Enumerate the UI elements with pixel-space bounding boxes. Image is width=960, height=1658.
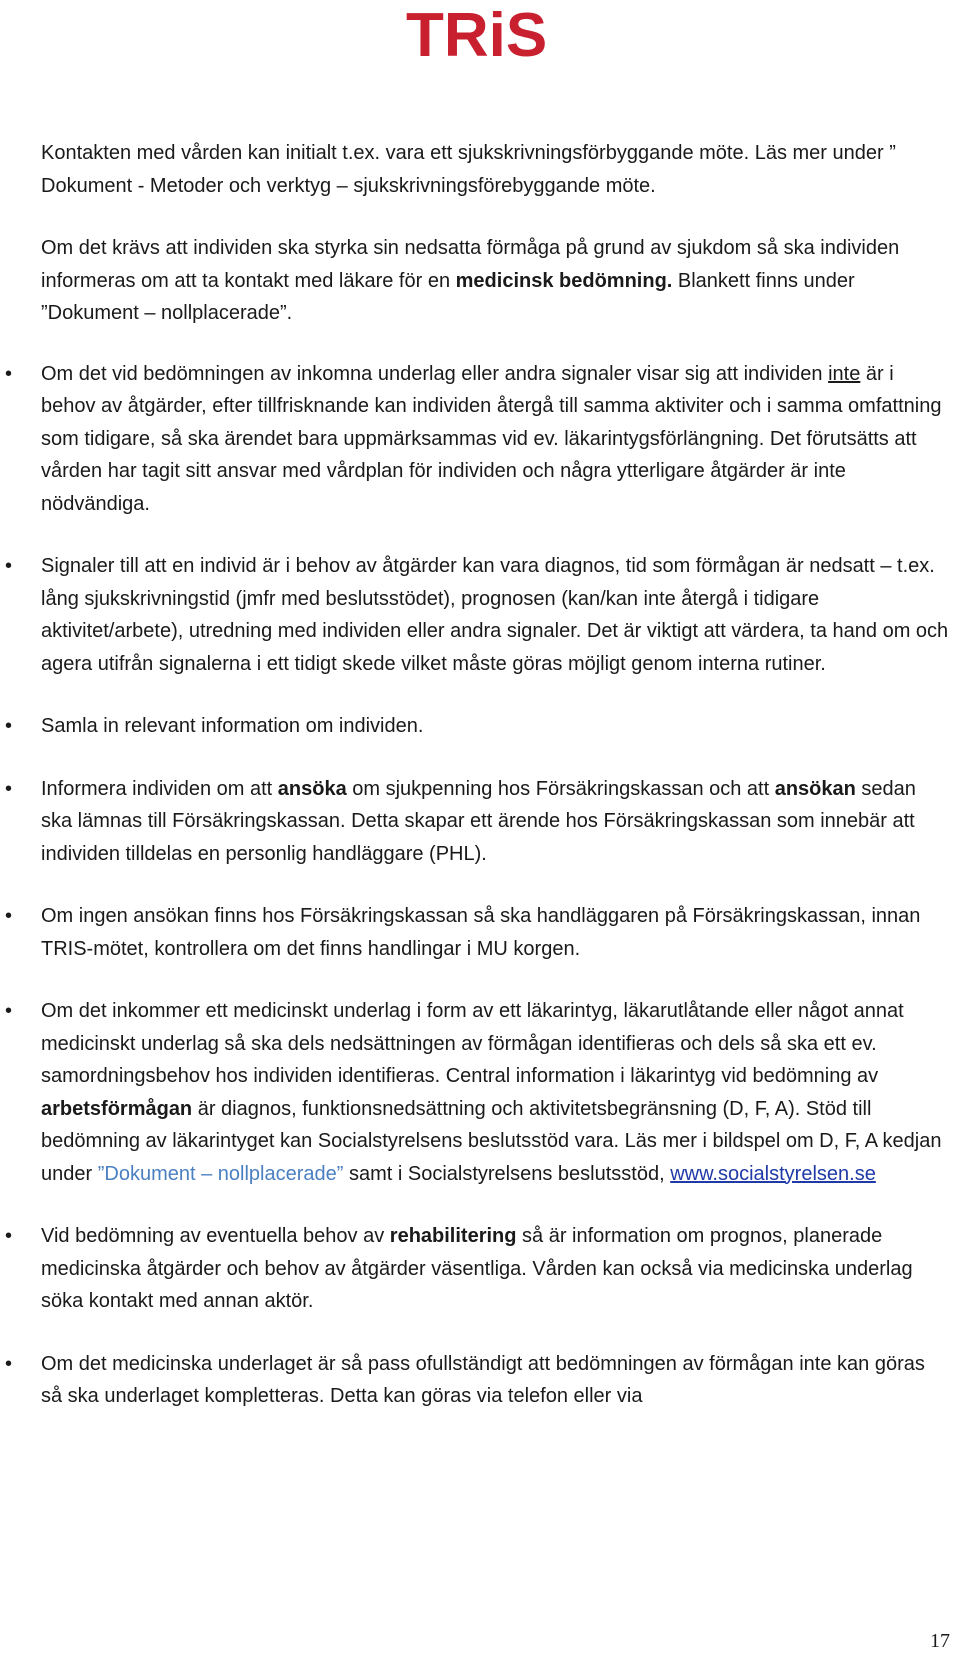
tris-logo-mark xyxy=(400,0,560,68)
bullet-list xyxy=(41,358,951,1413)
list-item: • Om ingen ansökan finns hos Försäkringskassan så ska handläggaren på Försäkringskassan, innan TRIS-mötet, kontrollera om det finns handlingar i MU korgen. xyxy=(41,900,951,965)
socialstyrelsen-link[interactable]: www.socialstyrelsen.se xyxy=(670,1162,876,1185)
page-number: 17 xyxy=(930,1630,950,1652)
logo-text: TRiS xyxy=(406,1,548,68)
document-body xyxy=(41,137,951,1413)
list-item: • Informera individen om att ansöka om sjukpenning hos Försäkringskassan och att ansökan sedan ska lämnas till Försäkringskassan. Detta skapar ett ärende hos Försäkringskassan som innebär att individen tilldelas en personlig handläggare (PHL). xyxy=(41,773,951,871)
list-item: • Om det vid bedömningen av inkomna underlag eller andra signaler visar sig att individen inte är i behov av åtgärder, efter tillfrisknande kan individen återgå till samma aktiviter och i samma omfattning som tidigare, så ska ärendet bara uppmärksammas vid ev. läkarintygsförlängning. Det förutsätts att vården har tagit sitt ansvar med vårdplan för individen och några ytterligare åtgärder är inte nödvändiga. xyxy=(41,358,951,521)
list-item: • Om det inkommer ett medicinskt underlag i form av ett läkarintyg, läkarutlåtande eller något annat medicinskt underlag så ska dels nedsättningen av förmågan identifieras och dels så ska ett ev. samordningsbehov hos individen identifieras. Central information i läkarintyg vid bedömning av arbetsförmågan är diagnos, funktionsnedsättning och aktivitetsbegränsning (D, F, A). Stöd till bedömning av läkarintyget kan Socialstyrelsens beslutsstöd vara. Läs mer i bildspel om D, F, A kedjan under ”Dokument – nollplacerade” samt i Socialstyrelsens beslutsstöd, www.socialstyrelsen.se xyxy=(41,995,951,1190)
bold-term: medicinsk bedömning. xyxy=(455,269,673,292)
bold-term: arbetsförmågan xyxy=(41,1097,193,1120)
list-item: • Signaler till att en individ är i behov av åtgärder kan vara diagnos, tid som förmågan är nedsatt – t.ex. lång sjukskrivningstid (jmfr med beslutsstödet), prognosen (kan/kan inte återgå i tidigare aktivitet/arbete), utredning med individen eller andra signaler. Det är viktigt att värdera, ta hand om och agera utifrån signalerna i ett tidigt skede vilket måste göras möjligt genom interna rutiner. xyxy=(41,550,951,680)
bold-term: rehabilitering xyxy=(389,1225,517,1247)
paragraph-intro: Kontakten med vården kan initialt t.ex. vara ett sjukskrivningsförbyggande möte. Läs mer under ” Dokument - Metoder och verktyg – sjukskrivningsförebyggande möte. xyxy=(41,142,896,197)
document-link[interactable]: ”Dokument – nollplacerade” xyxy=(97,1162,344,1185)
paragraph-medical-assessment xyxy=(41,232,951,330)
bold-term: ansökan xyxy=(774,777,856,800)
paragraph-text: Om det krävs att individen ska styrka sin nedsatta förmåga på grund av sjukdom så ska individen informeras om att ta kontakt med läkare för en xyxy=(41,237,900,292)
paragraph-text: Blankett finns under ”Dokument – nollplacerade”. xyxy=(41,269,855,324)
list-item: • Vid bedömning av eventuella behov av rehabilitering så är information om prognos, planerade medicinska åtgärder och behov av åtgärder väsentliga. Vården kan också via medicinska underlag söka kontakt med annan aktör. xyxy=(41,1220,951,1318)
list-item: • Samla in relevant information om individen. xyxy=(41,710,951,743)
list-item: • Om det medicinska underlaget är så pass ofullständigt att bedömningen av förmågan inte kan göras så ska underlaget kompletteras. Detta kan göras via telefon eller via xyxy=(41,1348,951,1413)
tris-logo xyxy=(0,0,960,70)
bold-term: ansöka xyxy=(277,777,347,800)
underlined-term: inte xyxy=(828,362,861,385)
